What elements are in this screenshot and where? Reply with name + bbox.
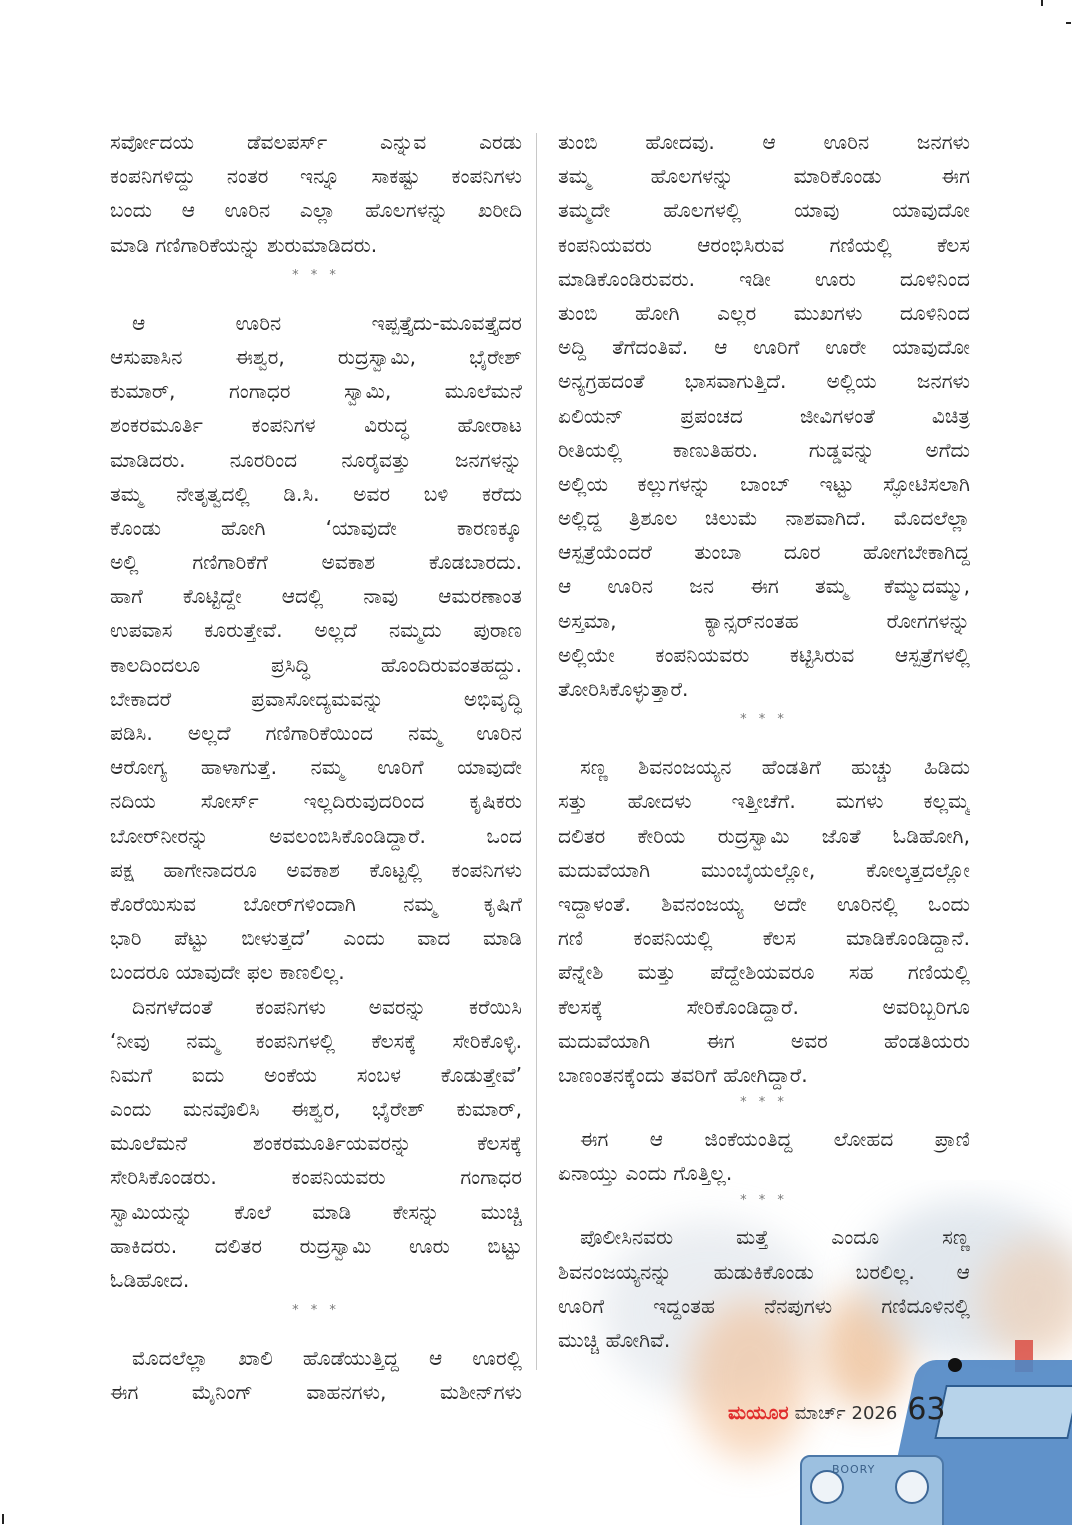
text-line: ತುಂಬಿ ಹೋಗಿ ಎಲ್ಲರ ಮುಖಗಳು ದೂಳಿನಿಂದ bbox=[558, 300, 970, 325]
text-line: ಆರೋಗ್ಯ ಹಾಳಾಗುತ್ತೆ. ನಮ್ಮ ಊರಿಗೆ ಯಾವುದೇ bbox=[110, 755, 522, 780]
text-line: ಬಂದರೂ ಯಾವುದೇ ಫಲ ಕಾಣಲಿಲ್ಲ. bbox=[110, 960, 345, 985]
issue-month: ಮಾರ್ಚ್ bbox=[794, 1403, 846, 1424]
text-line: ತಮ್ಮ ಹೊಲಗಳನ್ನು ಮಾರಿಕೊಂಡು ಈಗ bbox=[558, 164, 970, 189]
text-line: ಆಸುಪಾಸಿನ ಈಶ್ವರ, ರುದ್ರಸ್ವಾಮಿ, ಭೈರೇಶ್ bbox=[110, 344, 522, 369]
text-line: ಕೆಲಸಕ್ಕೆ ಸೇರಿಕೊಂಡಿದ್ದಾರೆ. ಅವರಿಬ್ಬರಿಗೂ bbox=[558, 994, 970, 1019]
text-line: ಅಲ್ಲಿಯೇ ಕಂಪನಿಯವರು ಕಟ್ಟಿಸಿರುವ ಆಸ್ಪತ್ರೆಗಳಲ್ಲಿ bbox=[558, 642, 970, 667]
text-line: ಆ ಊರಿನ ಇಪ್ಪತ್ತೈದು-ಮೂವತ್ತೈದರ bbox=[132, 310, 522, 335]
text-line: ಈಗ ಮೈನಿಂಗ್ ವಾಹನಗಳು, ಮಶೀನ್‌ಗಳು bbox=[110, 1380, 522, 1405]
text-line: ಮಾಡಿಕೊಂಡಿರುವರು. ಇಡೀ ಊರು ದೂಳಿನಿಂದ bbox=[558, 266, 970, 291]
text-line: ನದಿಯ ಸೋರ್ಸ್ ಇಲ್ಲದಿರುವುದರಿಂದ ಕೃಷಿಕರು bbox=[110, 789, 522, 814]
text-line: ಈಗ ಆ ಜಿಂಕೆಯಂತಿದ್ದ ಲೋಹದ ಪ್ರಾಣಿ bbox=[580, 1127, 970, 1152]
section-separator: * * * bbox=[740, 1193, 788, 1209]
text-line: ಮಾಡಿದರು. ನೂರರಿಂದ ನೂರೈವತ್ತು ಜನಗಳನ್ನು bbox=[110, 447, 522, 472]
text-line: ಸಣ್ಣ ಶಿವನಂಜಯ್ಯನ ಹೆಂಡತಿಗೆ ಹುಚ್ಚು ಹಿಡಿದು bbox=[580, 755, 970, 780]
text-line: ದಲಿತರ ಕೇರಿಯ ರುದ್ರಸ್ವಾಮಿ ಜೊತೆ ಓಡಿಹೋಗಿ, bbox=[558, 823, 970, 848]
jeep-headlight-right bbox=[895, 1470, 929, 1504]
section-separator: * * * bbox=[740, 712, 788, 728]
text-line: ತೋರಿಸಿಕೊಳ್ಳುತ್ತಾರೆ. bbox=[558, 677, 689, 701]
column-divider bbox=[536, 133, 537, 1370]
text-line: ಕಂಪನಿಗಳಿದ್ದು ನಂತರ ಇನ್ನೂ ಸಾಕಷ್ಟು ಕಂಪನಿಗಳು bbox=[110, 164, 522, 189]
text-line: ಅಲ್ಲಿ ಗಣಿಗಾರಿಕೆಗೆ ಅವಕಾಶ ಕೊಡಬಾರದು. bbox=[110, 550, 522, 575]
text-line: ಅಲ್ಲಿದ್ದ ತ್ರಿಶೂಲ ಚಿಲುಮೆ ನಾಶವಾಗಿದೆ. ಮೊದಲೆಲ್ಲಾ bbox=[558, 506, 970, 531]
jeep-windshield bbox=[934, 1385, 1072, 1439]
text-line: ಬಂದು ಆ ಊರಿನ ಎಲ್ಲಾ ಹೊಲಗಳನ್ನು ಖರೀದಿ bbox=[110, 198, 522, 223]
text-line: ಪಡಿಸಿ. ಅಲ್ಲದೆ ಗಣಿಗಾರಿಕೆಯಿಂದ ನಮ್ಮ ಊರಿನ bbox=[110, 721, 522, 745]
paragraph bbox=[110, 1341, 522, 1409]
text-line: ಬೇಕಾದರೆ ಪ್ರವಾಸೋದ್ಯಮವನ್ನು ಅಭಿವೃದ್ಧಿ bbox=[110, 686, 522, 711]
text-line: ಏಲಿಯನ್ ಪ್ರಪಂಚದ ಜೀವಿಗಳಂತೆ ವಿಚಿತ್ರ bbox=[558, 403, 970, 428]
text-line: ದಿನಗಳೆದಂತೆ ಕಂಪನಿಗಳು ಅವರನ್ನು ಕರೆಯಿಸಿ bbox=[132, 994, 522, 1019]
story-end-dot-icon bbox=[948, 1358, 962, 1372]
paragraph bbox=[110, 125, 522, 262]
page-footer bbox=[728, 1392, 946, 1427]
text-line: ಪೊಲೀಸಿನವರು ಮತ್ತೆ ಎಂದೂ ಸಣ್ಣ bbox=[580, 1225, 970, 1250]
text-line: ಮುಚ್ಚಿ ಹೋಗಿವೆ. bbox=[558, 1328, 671, 1352]
crop-mark-right bbox=[1066, 22, 1071, 24]
crop-mark-top bbox=[1041, 0, 1043, 6]
text-line: ಪೆನ್ನೇಶಿ ಮತ್ತು ಪೆದ್ದೇಶಿಯವರೂ ಸಹ ಗಣಿಯಲ್ಲಿ bbox=[558, 960, 970, 985]
jeep-badge: BOORY bbox=[832, 1463, 876, 1476]
text-line: ತುಂಬಿ ಹೋದವು. ಆ ಊರಿನ ಜನಗಳು bbox=[558, 130, 970, 154]
text-line: ತಮ್ಮ ನೇತೃತ್ವದಲ್ಲಿ ಡಿ.ಸಿ. ಅವರ ಬಳಿ ಕರೆದು bbox=[110, 481, 522, 506]
text-line: ಮೂಲೆಮನೆ ಶಂಕರಮೂರ್ತಿಯವರನ್ನು ಕೆಲಸಕ್ಕೆ bbox=[110, 1131, 522, 1156]
text-line: ಶಂಕರಮೂರ್ತಿ ಕಂಪನಿಗಳ ವಿರುದ್ಧ ಹೋರಾಟ bbox=[110, 413, 522, 438]
text-line: ಹಾಕಿದರು. ದಲಿತರ ರುದ್ರಸ್ವಾಮಿ ಊರು ಬಿಟ್ಟು bbox=[110, 1233, 522, 1258]
paragraph bbox=[558, 1220, 970, 1357]
text-line: ಅಲ್ಲಿಯ ಕಲ್ಲುಗಳನ್ನು ಬಾಂಬ್ ಇಟ್ಟು ಸ್ಫೋಟಿಸಲಾಗಿ bbox=[558, 471, 970, 496]
section-separator: * * * bbox=[292, 1303, 340, 1319]
text-line: ಆಸ್ಪತ್ರೆಯೆಂದರೆ ತುಂಬಾ ದೂರ ಹೋಗಬೇಕಾಗಿದ್ದ bbox=[558, 540, 970, 565]
text-line: ‘ನೀವು ನಮ್ಮ ಕಂಪನಿಗಳಲ್ಲಿ ಕೆಲಸಕ್ಕೆ ಸೇರಿಕೊಳ್ಳಿ. bbox=[110, 1028, 522, 1053]
text-line: ತಮ್ಮದೇ ಹೊಲಗಳಲ್ಲಿ ಯಾವು ಯಾವುದೋ bbox=[558, 198, 970, 223]
text-line: ಕೊರೆಯಿಸುವ ಬೋರ್‌ಗಳಿಂದಾಗಿ ನಮ್ಮ ಕೃಷಿಗೆ bbox=[110, 891, 522, 916]
text-line: ಏನಾಯ್ತು ಎಂದು ಗೊತ್ತಿಲ್ಲ. bbox=[558, 1161, 733, 1186]
text-line: ಆ ಊರಿನ ಜನ ಈಗ ತಮ್ಮ ಕೆಮ್ಮುದಮ್ಮು, bbox=[558, 574, 970, 599]
text-line: ಕೊಂಡು ಹೋಗಿ ‘ಯಾವುದೇ ಕಾರಣಕ್ಕೂ bbox=[110, 515, 522, 540]
section-separator: * * * bbox=[292, 267, 340, 283]
text-line: ರೀತಿಯಲ್ಲಿ ಕಾಣುತಿಹರು. ಗುಡ್ಡವನ್ನು ಅಗೆದು bbox=[558, 437, 970, 462]
text-line: ಪಕ್ಷ ಹಾಗೇನಾದರೂ ಅವಕಾಶ ಕೊಟ್ಟಲ್ಲಿ ಕಂಪನಿಗಳು bbox=[110, 857, 522, 882]
text-line: ಅಸ್ತಮಾ, ಕ್ಯಾನ್ಸರ್‌ನಂತಹ ರೋಗಗಳನ್ನು bbox=[558, 608, 970, 633]
text-line: ಬಾಣಂತನಕ್ಕೆಂದು ತವರಿಗೆ ಹೋಗಿದ್ದಾರೆ. bbox=[558, 1062, 808, 1087]
text-line: ಶಿವನಂಜಯ್ಯನನ್ನು ಹುಡುಕಿಕೊಂಡು ಬರಲಿಲ್ಲ. ಆ bbox=[558, 1259, 970, 1284]
left-column bbox=[110, 125, 522, 1410]
text-line: ಇದ್ದಾಳಂತೆ. ಶಿವನಂಜಯ್ಯ ಅದೇ ಊರಿನಲ್ಲಿ ಒಂದು bbox=[558, 891, 970, 916]
page-number: 63 bbox=[907, 1392, 946, 1427]
paragraph bbox=[110, 306, 522, 990]
text-line: ಕುಮಾರ್, ಗಂಗಾಧರ ಸ್ವಾಮಿ, ಮೂಲೆಮನೆ bbox=[110, 379, 522, 404]
magazine-name: ಮಯೂರ bbox=[728, 1402, 789, 1424]
paragraph bbox=[558, 125, 970, 706]
text-line: ಭಾರಿ ಪೆಟ್ಟು ಬೀಳುತ್ತದೆ’ ಎಂದು ವಾದ ಮಾಡಿ bbox=[110, 926, 522, 951]
text-line: ಅದ್ದಿ ತೆಗೆದಂತಿವೆ. ಆ ಊರಿಗೆ ಊರೇ ಯಾವುದೋ bbox=[558, 335, 970, 360]
text-line: ಕಂಪನಿಯವರು ಆರಂಭಿಸಿರುವ ಗಣಿಯಲ್ಲಿ ಕೆಲಸ bbox=[558, 232, 970, 257]
text-line: ಗಣಿ ಕಂಪನಿಯಲ್ಲಿ ಕೆಲಸ ಮಾಡಿಕೊಂಡಿದ್ದಾನೆ. bbox=[558, 926, 970, 951]
paragraph bbox=[110, 990, 522, 1298]
paragraph bbox=[558, 750, 970, 1092]
text-line: ಉಪವಾಸ ಕೂರುತ್ತೇವೆ. ಅಲ್ಲದೆ ನಮ್ಮದು ಪುರಾಣ bbox=[110, 618, 522, 643]
text-line: ಹಾಗೆ ಕೊಟ್ಟಿದ್ದೇ ಆದಲ್ಲಿ ನಾವು ಆಮರಣಾಂತ bbox=[110, 584, 522, 609]
paragraph bbox=[558, 1122, 970, 1190]
crop-mark-bottom bbox=[2, 1514, 4, 1524]
issue-year: 2026 bbox=[851, 1403, 898, 1424]
text-line: ಮದುವೆಯಾಗಿ ಮುಂಬೈಯಲ್ಲೋ, ಕೋಲ್ಕತ್ತದಲ್ಲೋ bbox=[558, 857, 970, 882]
text-line: ಬೋರ್‌ನೀರನ್ನು ಅವಲಂಬಿಸಿಕೊಂಡಿದ್ದಾರೆ. ಒಂದ bbox=[110, 823, 522, 848]
section-separator: * * * bbox=[740, 1095, 788, 1111]
text-line: ಮೊದಲೆಲ್ಲಾ ಖಾಲಿ ಹೊಡೆಯುತ್ತಿದ್ದ ಆ ಊರಲ್ಲಿ bbox=[132, 1346, 522, 1371]
text-line: ಓಡಿಹೋದ. bbox=[110, 1268, 190, 1292]
right-column bbox=[558, 125, 970, 1357]
text-line: ಸರ್ವೋದಯ ಡೆವಲಪರ್ಸ್ ಎನ್ನುವ ಎರಡು bbox=[110, 130, 522, 154]
text-line: ಸೇರಿಸಿಕೊಂಡರು. ಕಂಪನಿಯವರು ಗಂಗಾಧರ bbox=[110, 1165, 522, 1190]
text-line: ಕಾಲದಿಂದಲೂ ಪ್ರಸಿದ್ಧಿ ಹೊಂದಿರುವಂತಹದ್ದು. bbox=[110, 652, 522, 677]
text-line: ಊರಿಗೆ ಇದ್ದಂತಹ ನೆನಪುಗಳು ಗಣಿದೂಳಿನಲ್ಲಿ bbox=[558, 1293, 970, 1318]
text-line: ಮದುವೆಯಾಗಿ ಈಗ ಅವರ ಹೆಂಡತಿಯರು bbox=[558, 1028, 970, 1053]
text-line: ಸತ್ತು ಹೋದಳು ಇತ್ತೀಚೆಗೆ. ಮಗಳು ಕಲ್ಲಮ್ಮ bbox=[558, 789, 970, 814]
text-line: ಸ್ವಾಮಿಯನ್ನು ಕೊಲೆ ಮಾಡಿ ಕೇಸನ್ನು ಮುಚ್ಚಿ bbox=[110, 1199, 522, 1224]
text-line: ನಿಮಗೆ ಐದು ಅಂಕೆಯ ಸಂಬಳ ಕೊಡುತ್ತೇವೆ’ bbox=[110, 1062, 522, 1087]
text-line: ಅನ್ಯಗ್ರಹದಂತೆ ಭಾಸವಾಗುತ್ತಿದೆ. ಅಲ್ಲಿಯ ಜನಗಳು bbox=[558, 369, 970, 394]
text-line: ಎಂದು ಮನವೊಲಿಸಿ ಈಶ್ವರ, ಭೈರೇಶ್ ಕುಮಾರ್, bbox=[110, 1097, 522, 1122]
text-line: ಮಾಡಿ ಗಣಿಗಾರಿಕೆಯನ್ನು ಶುರುಮಾಡಿದರು. bbox=[110, 232, 378, 257]
